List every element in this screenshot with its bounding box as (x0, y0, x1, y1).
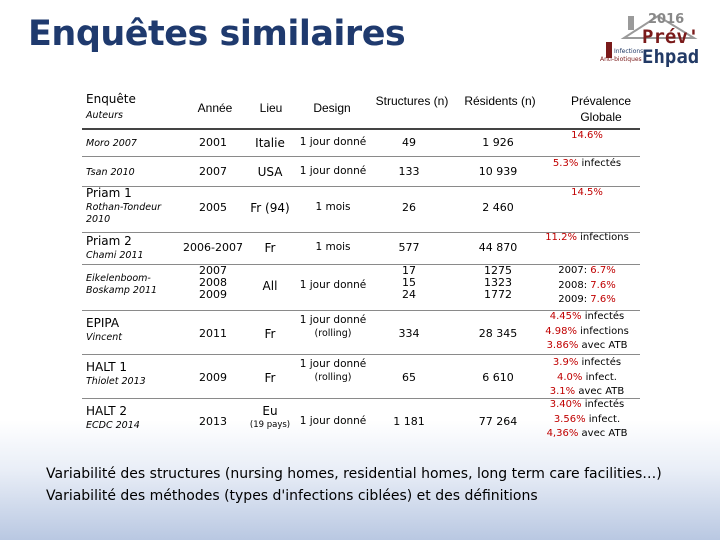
logo-infections: Infections (614, 48, 644, 55)
row-design: 1 jour donné (299, 358, 367, 370)
row-structures: 334 (398, 327, 420, 340)
row-structures: 1 181 (393, 415, 425, 428)
prevalence-line (530, 339, 644, 354)
header-enquete: Enquête (86, 92, 136, 106)
header-design: Design (313, 101, 351, 115)
prevalence-label: infections (576, 232, 629, 243)
prevalence-cell (530, 356, 644, 400)
row-design: 1 mois (315, 241, 351, 253)
row-year: 2007 (199, 165, 227, 178)
row-study-name: Priam 2 (86, 234, 132, 248)
prevalence-line (530, 264, 644, 279)
prevalence-line (530, 398, 644, 413)
row-study-name: HALT 1 (86, 360, 128, 374)
prevalence-year: 2007: (558, 265, 591, 276)
row-divider (82, 354, 640, 355)
row-author: Chami 2011 (86, 250, 144, 261)
prevalence-line (530, 231, 644, 246)
row-year: 2005 (199, 201, 227, 214)
row-residents: 44 870 (478, 241, 518, 254)
row-structures: 26 (402, 201, 416, 214)
prevalence-cell (530, 231, 644, 246)
header-lieu: Lieu (259, 101, 283, 115)
row-location: Fr (264, 371, 276, 385)
row-year: 2006-2007 (183, 241, 243, 254)
row-design: 1 mois (315, 201, 351, 213)
prevalence-line (530, 413, 644, 428)
footer-notes (46, 463, 706, 507)
row-year: 2013 (199, 415, 227, 428)
prevalence-line (530, 157, 644, 172)
prev-ehpad-logo (598, 8, 714, 72)
footer-line-2: Variabilité des méthodes (types d'infections ciblées) et des définitions (46, 488, 538, 504)
prevalence-line (530, 325, 644, 340)
prevalence-year: 2008: (558, 279, 591, 291)
header-residents: Résidents (n) (464, 94, 536, 108)
prevalence-cell (530, 157, 644, 172)
prevalence-label: infectés (581, 311, 625, 322)
prevalence-value: 14.5% (571, 187, 603, 198)
row-residents: 77 264 (478, 415, 518, 428)
row-structures: 65 (402, 371, 416, 384)
prevalence-value: 3.9% (552, 357, 579, 368)
prevalence-label: avec ATB (578, 428, 628, 439)
prevalence-line (530, 371, 644, 386)
prevalence-value: 14.6% (571, 130, 603, 141)
row-structures: 17 15 24 (402, 264, 416, 301)
row-design-note: (rolling) (314, 328, 352, 339)
row-year: 2011 (199, 327, 227, 340)
prevalence-value: 4.0% (557, 371, 583, 383)
prevalence-label: infections (576, 325, 629, 337)
prevalence-value: 11.2% (545, 232, 577, 243)
prevalence-line (530, 427, 644, 442)
logo-word-prev: Prév' (642, 26, 700, 48)
prevalence-value: 6.7% (590, 265, 616, 276)
row-design-note: (rolling) (314, 372, 352, 383)
row-year: 2001 (199, 136, 227, 149)
prevalence-value: 7.6% (590, 279, 616, 291)
row-residents: 1 926 (482, 136, 514, 149)
prevalence-cell (530, 398, 644, 442)
prevalence-line (530, 356, 644, 371)
row-study-name: EPIPA (86, 316, 120, 330)
logo-word-ehpad: Ehpad (642, 46, 700, 68)
prevalence-label: infect. (582, 371, 617, 383)
row-residents: 1275 1323 1772 (484, 264, 512, 301)
row-study-name: HALT 2 (86, 404, 128, 418)
row-author: Eikelenboom-Boskamp 2011 (86, 273, 158, 296)
prevalence-value: 7.6% (590, 294, 616, 305)
row-design: 1 jour donné (299, 415, 367, 427)
prevalence-cell (530, 310, 644, 354)
row-structures: 577 (398, 241, 420, 254)
row-year: 2009 (199, 371, 227, 384)
row-design: 1 jour donné (299, 165, 367, 177)
prevalence-line (530, 279, 644, 294)
row-design: 1 jour donné (299, 136, 367, 148)
prevalence-line (530, 293, 644, 308)
prevalence-value: 3.86% (546, 340, 579, 351)
header-prevalence: Prévalence Globale (570, 94, 632, 124)
prevalence-label: infect. (585, 413, 621, 425)
row-location: All (262, 279, 278, 293)
prevalence-cell (530, 129, 644, 144)
row-location: USA (257, 165, 283, 179)
logo-year: 2016 (648, 12, 685, 27)
prevalence-value: 4.98% (545, 325, 577, 337)
row-residents: 6 610 (482, 371, 514, 384)
row-location: Eu (262, 404, 278, 418)
row-author: Vincent (86, 332, 122, 343)
prevalence-value: 3.1% (549, 386, 576, 397)
prevalence-cell (530, 264, 644, 308)
prevalence-value: 3.40% (549, 399, 582, 410)
prevalence-label: avec ATB (575, 386, 625, 397)
prevalence-label: infectés (578, 357, 622, 368)
prevalence-cell (530, 186, 644, 201)
row-structures: 49 (402, 136, 416, 149)
row-structures: 133 (398, 165, 420, 178)
row-author: ECDC 2014 (86, 420, 140, 431)
row-residents: 10 939 (478, 165, 518, 178)
row-residents: 2 460 (482, 201, 514, 214)
logo-antibiotiques: Anti-biotiques (600, 56, 642, 63)
prevalence-label: avec ATB (578, 340, 628, 351)
row-design: 1 jour donné (299, 279, 367, 291)
row-residents: 28 345 (478, 327, 518, 340)
prevalence-line (530, 186, 644, 201)
prevalence-year: 2009: (558, 294, 591, 305)
row-year: 2007 2008 2009 (199, 264, 227, 301)
prevalence-label: infectés (581, 399, 625, 410)
header-structures: Structures (n) (375, 94, 449, 108)
row-location-note: (19 pays) (249, 420, 291, 430)
prevalence-value: 5.3% (552, 158, 579, 169)
prevalence-line (530, 310, 644, 325)
row-author: Tsan 2010 (86, 167, 135, 178)
prevalence-value: 4,36% (546, 428, 579, 439)
prevalence-value: 3.56% (553, 413, 586, 425)
row-design: 1 jour donné (299, 314, 367, 326)
page-title: Enquêtes similaires (28, 14, 406, 54)
row-location: Fr (94) (250, 201, 290, 215)
row-study-name: Priam 1 (86, 186, 132, 200)
row-author: Thiolet 2013 (86, 376, 146, 387)
row-author: Moro 2007 (86, 138, 137, 149)
prevalence-value: 4.45% (549, 311, 582, 322)
row-location: Fr (264, 241, 276, 255)
row-author: Rothan-Tondeur 2010 (86, 202, 162, 225)
row-location: Italie (255, 136, 285, 150)
row-location: Fr (264, 327, 276, 341)
prevalence-line (530, 129, 644, 144)
header-annee: Année (197, 101, 233, 115)
header-auteurs: Auteurs (86, 110, 123, 121)
prevalence-label: infectés (578, 158, 622, 169)
footer-line-1: Variabilité des structures (nursing homes, residential homes, long term care facilities…) (46, 466, 662, 482)
